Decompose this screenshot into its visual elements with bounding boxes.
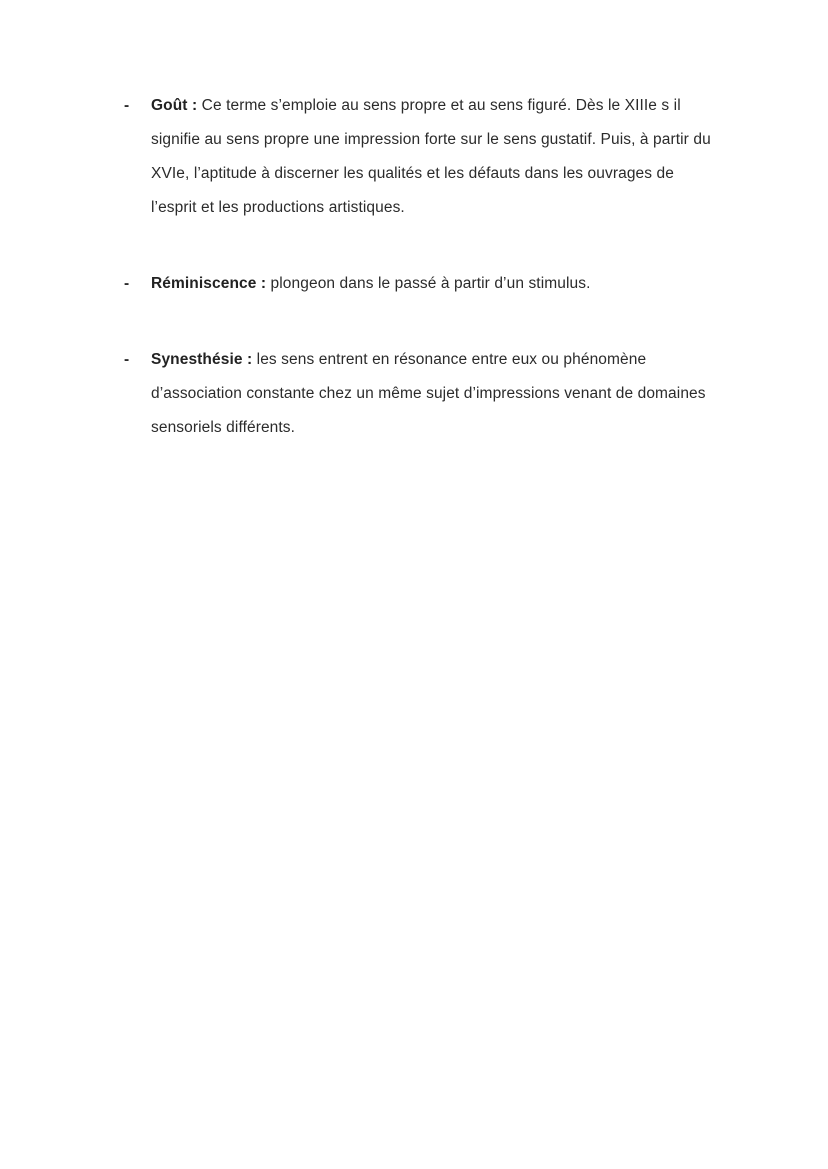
bullet-dash: -: [124, 97, 130, 114]
definition-paragraph: [151, 351, 706, 436]
definitions-list: [0, 0, 720, 445]
definition-description: Ce terme s’emploie au sens propre et au sens figuré. Dès le XIIIe s il signifie au sens propre une impression forte sur le sens gustatif. Puis, à partir du XVIe, l’aptitude à discerner les qualités et les défauts dans les ouvrages de l’esprit et les productions artistiques.: [151, 97, 711, 216]
definition-term: Goût :: [151, 97, 198, 114]
definition-term: Synesthésie :: [151, 351, 253, 368]
bullet-dash: -: [124, 275, 130, 292]
bullet-dash: -: [124, 351, 130, 368]
definition-description: les sens entrent en résonance entre eux ou phénomène d’association constante chez un même sujet d’impressions venant de domaines sensoriels différents.: [151, 351, 706, 436]
list-item: [124, 343, 720, 445]
definition-term: Réminiscence :: [151, 275, 267, 292]
definition-paragraph: [151, 97, 711, 216]
list-item: [124, 267, 720, 301]
definition-description: plongeon dans le passé à partir d’un stimulus.: [270, 275, 591, 292]
list-item: [124, 89, 720, 225]
definition-paragraph: [151, 275, 591, 292]
